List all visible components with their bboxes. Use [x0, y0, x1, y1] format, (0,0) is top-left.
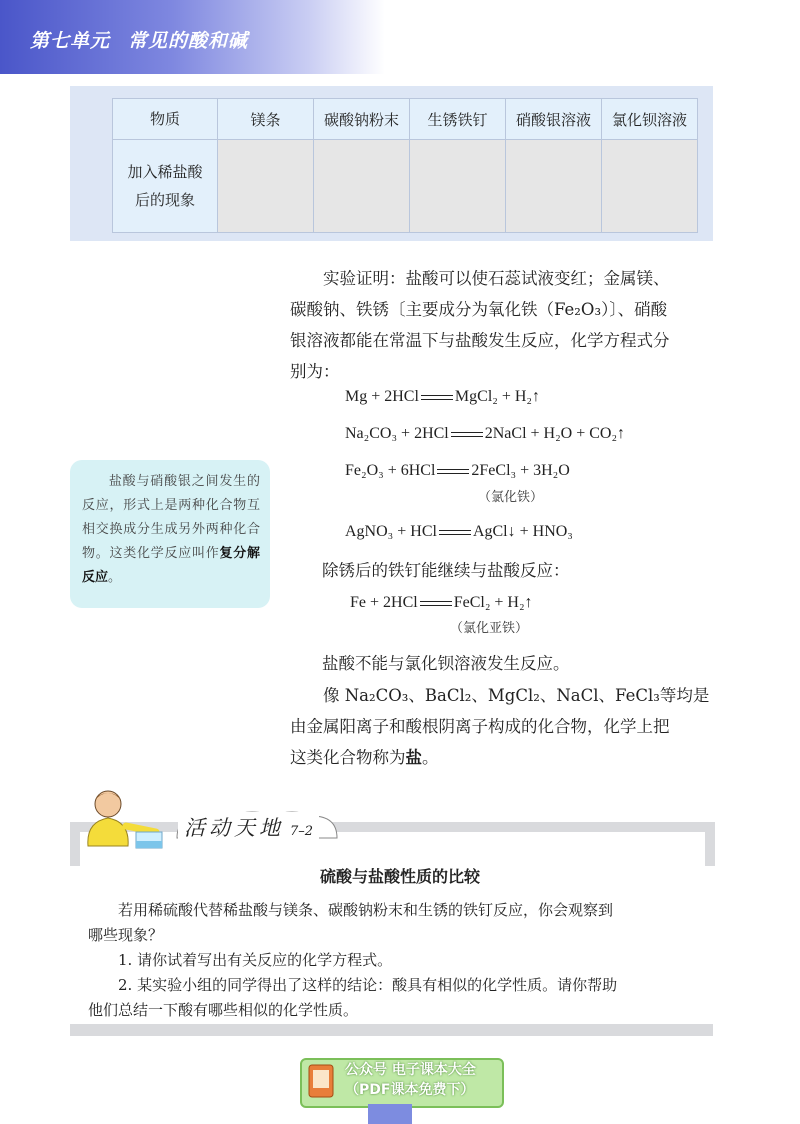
watermark-line: 公众号 电子课本大全 [345, 1062, 476, 1078]
child-experiment-illustration [68, 786, 176, 856]
activity-number: 7–2 [290, 824, 314, 839]
table-empty-cell [602, 140, 698, 233]
term-salt: 盐 [405, 748, 422, 767]
text-line: 实验证明：盐酸可以使石蕊试液变红；金属镁、 [323, 269, 670, 288]
equation-left: Fe₂O₃ + 6HCl [345, 462, 436, 479]
unit-header [30, 26, 266, 53]
activity-frame-right [705, 822, 715, 866]
text-line: 像 Na₂CO₃、BaCl₂、MgCl₂、NaCl、FeCl₃等均是 [323, 686, 710, 705]
text-line: 别为： [290, 362, 340, 381]
observation-table [112, 98, 698, 233]
table-header-cell: 镁条 [218, 99, 314, 140]
equals-sign-icon [437, 469, 469, 474]
equation-right: MgCl₂ + H₂↑ [454, 388, 540, 405]
equation-left: Na₂CO₃ + 2HCl [345, 425, 449, 442]
watermark-line: （PDF课本免费下） [345, 1082, 475, 1098]
equation-fe [350, 594, 533, 612]
table-header-cell: 氯化钡溶液 [602, 99, 698, 140]
text-line: 这类化合物称为盐。 [290, 748, 439, 767]
paragraph-salt [290, 680, 720, 773]
equation-right: AgCl↓ + HNO₃ [472, 523, 573, 540]
equation-note: （氯化铁） [478, 490, 544, 505]
equation-right: FeCl₂ + H₂↑ [453, 594, 533, 611]
text-line: 1. 请你试着写出有关反应的化学方程式。 [118, 951, 393, 969]
equation-left: AgNO₃ + HCl [345, 523, 437, 540]
equals-sign-icon [439, 530, 471, 535]
equals-sign-icon [420, 601, 452, 606]
side-note: 盐酸与硝酸银之间发生的反应，形式上是两种化合物互相交换成分生成另外两种化合物。这类化学反应叫作复分解反应。 [70, 460, 270, 608]
watermark-text [345, 1060, 476, 1100]
text-line: 他们总结一下酸有哪些相似的化学性质。 [88, 1001, 359, 1019]
paragraph-experiment [290, 263, 720, 387]
book-icon [306, 1062, 336, 1100]
text-line: 2. 某实验小组的同学得出了这样的结论：酸具有相似的化学性质。请你帮助 [118, 976, 618, 994]
row-label-line: 加入稀盐酸 [127, 163, 203, 181]
table-empty-cell [410, 140, 506, 233]
table-empty-cell [314, 140, 410, 233]
side-note-text: 盐酸与硝酸银之间发生的反应，形式上是两种化合物互相交换成分生成另外两种化合物。这类化学反应叫作 [82, 474, 260, 561]
activity-frame-bottom [70, 1024, 713, 1036]
unit-title: 常见的酸和碱 [128, 30, 249, 52]
table-header-cell: 物质 [113, 99, 218, 140]
table-row [113, 140, 698, 233]
equation-mg [345, 388, 540, 406]
table-header-cell: 碳酸钠粉末 [314, 99, 410, 140]
text-line: 由金属阳离子和酸根阴离子构成的化合物，化学上把 [290, 717, 670, 736]
term-double-decomposition: 复分解反应 [82, 546, 260, 585]
table-header-row [113, 99, 698, 140]
table-header-cell: 生锈铁钉 [410, 99, 506, 140]
text-line: 银溶液都能在常温下与盐酸发生反应，化学方程式分 [290, 331, 670, 350]
text-line: 哪些现象？ [88, 926, 164, 944]
equation-note: （氯化亚铁） [450, 621, 529, 636]
activity-title [178, 812, 319, 842]
table-empty-cell [506, 140, 602, 233]
text-line: 若用稀硫酸代替稀盐酸与镁条、碳酸钠粉末和生锈的铁钉反应，你会观察到 [118, 901, 614, 919]
equation-fe2o3 [345, 462, 570, 480]
paragraph-rust-nail: 除锈后的铁钉能继续与盐酸反应： [322, 561, 570, 580]
table-empty-cell [218, 140, 314, 233]
activity-item-2 [88, 973, 700, 1023]
equation-right: 2FeCl₃ + 3H₂O [471, 462, 570, 479]
paragraph-bacl2: 盐酸不能与氯化钡溶液发生反应。 [322, 654, 570, 673]
activity-intro [88, 898, 700, 948]
equation-agno3 [345, 523, 573, 541]
page-footer-bar [368, 1104, 412, 1124]
table-header-cell: 硝酸银溶液 [506, 99, 602, 140]
activity-item-1 [88, 948, 700, 973]
equation-left: Mg + 2HCl [345, 388, 419, 405]
equation-right: 2NaCl + H₂O + CO₂↑ [484, 425, 626, 442]
row-label-cell [113, 140, 218, 233]
equals-sign-icon [451, 432, 483, 437]
unit-label: 第七单元 [30, 30, 111, 52]
activity-title-text: 活动天地 [184, 816, 284, 840]
equation-left: Fe + 2HCl [350, 594, 418, 611]
text-line: 碳酸钠、铁锈〔主要成分为氧化铁（Fe₂O₃）〕、硝酸 [290, 300, 668, 319]
activity-heading: 硫酸与盐酸性质的比较 [319, 867, 480, 886]
equals-sign-icon [421, 395, 453, 400]
row-label-line: 后的现象 [134, 191, 195, 209]
equation-na2co3 [345, 425, 625, 443]
